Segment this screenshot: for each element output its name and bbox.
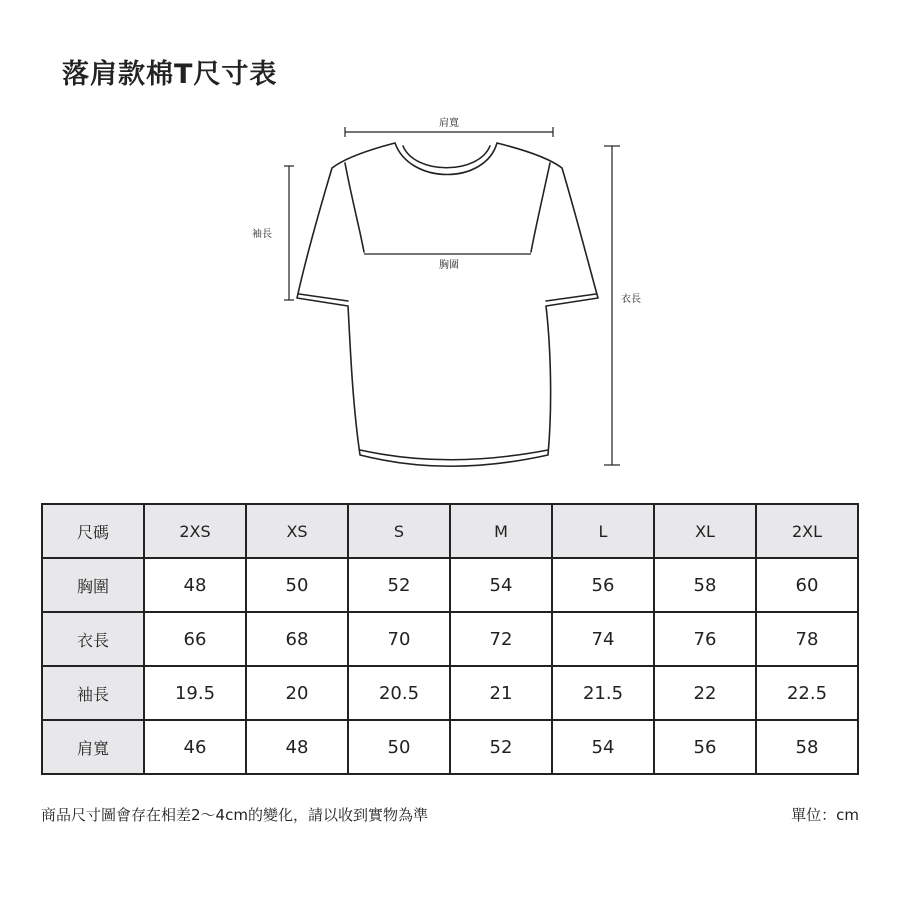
table-cell: 70 [348,612,450,666]
table-cell: 56 [552,558,654,612]
table-cell: 22.5 [756,666,858,720]
header-cell: 2XL [756,504,858,558]
table-cell: 48 [246,720,348,774]
header-cell: XS [246,504,348,558]
page-title: 落肩款棉T尺寸表 [62,59,278,90]
row-label: 胸圍 [42,558,144,612]
table-cell: 19.5 [144,666,246,720]
header-cell: M [450,504,552,558]
table-cell: 58 [654,558,756,612]
bottom-hem [360,450,548,460]
row-label: 肩寬 [42,720,144,774]
table-cell: 20.5 [348,666,450,720]
shoulder-label: 肩寬 [439,118,459,129]
table-cell: 58 [756,720,858,774]
table-cell: 50 [348,720,450,774]
row-label: 袖長 [42,666,144,720]
header-cell: L [552,504,654,558]
table-cell: 21.5 [552,666,654,720]
table-cell: 52 [450,720,552,774]
table-cell: 21 [450,666,552,720]
table-row [42,666,858,720]
table-cell: 50 [246,558,348,612]
table-row [42,558,858,612]
table-cell: 76 [654,612,756,666]
disclaimer-note: 商品尺寸圖會存在相差2～4cm的變化，請以收到實物為準 [41,806,428,824]
table-cell: 56 [654,720,756,774]
table-cell: 54 [552,720,654,774]
table-cell: 60 [756,558,858,612]
table-cell: 52 [348,558,450,612]
row-label: 衣長 [42,612,144,666]
table-cell: 66 [144,612,246,666]
table-cell: 74 [552,612,654,666]
length-label: 衣長 [621,294,641,305]
table-cell: 72 [450,612,552,666]
tshirt-outline [297,143,598,466]
size-table [41,503,859,775]
chest-label: 胸圍 [439,260,459,271]
sleeve-label: 袖長 [252,229,272,240]
table-cell: 20 [246,666,348,720]
table-header-row [42,504,858,558]
header-cell: 2XS [144,504,246,558]
header-cell: 尺碼 [42,504,144,558]
unit-label: 單位：cm [791,806,859,824]
table-cell: 22 [654,666,756,720]
left-shoulder-seam [345,163,364,252]
right-shoulder-seam [531,163,550,252]
table-cell: 54 [450,558,552,612]
table-cell: 46 [144,720,246,774]
table-cell: 48 [144,558,246,612]
header-cell: S [348,504,450,558]
table-cell: 68 [246,612,348,666]
table-row [42,612,858,666]
header-cell: XL [654,504,756,558]
table-cell: 78 [756,612,858,666]
collar [403,146,490,168]
table-row [42,720,858,774]
